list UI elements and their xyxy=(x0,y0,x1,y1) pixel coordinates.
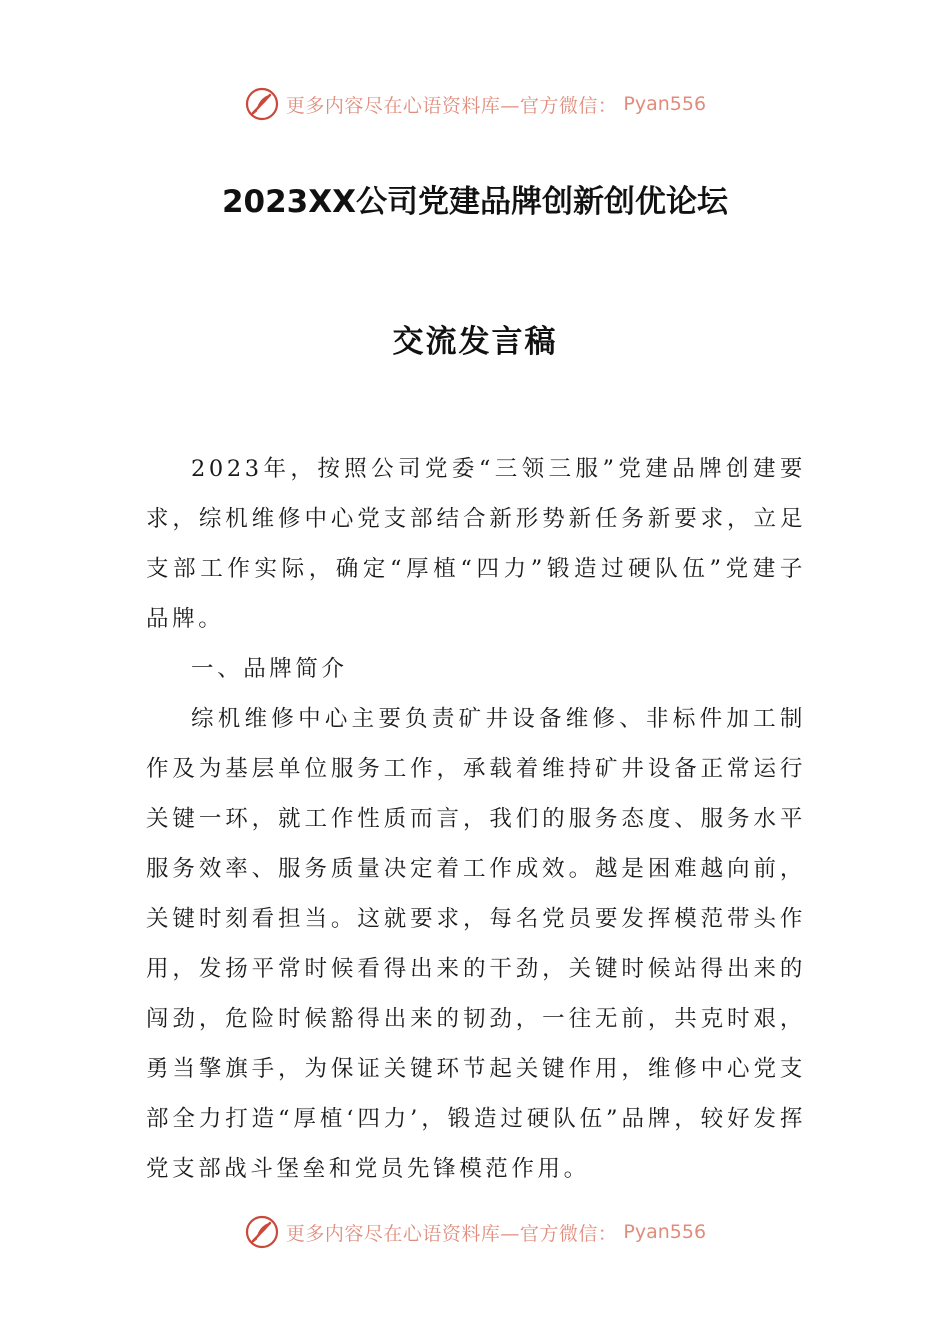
section-heading-brand-intro: 一、品牌简介 xyxy=(191,656,348,682)
paragraph-intro: 2023年，按照公司党委“三领三服”党建品牌创建要求，综机维修中心党支部结合新形势新任务新要求，立足支部工作实际，确定“厚植“四力”锻造过硬队伍”党建子品牌。 xyxy=(146,456,806,632)
footer-watermark xyxy=(0,1210,950,1254)
watermark-text: 更多内容尽在心语资料库—官方微信： xyxy=(285,1222,618,1245)
watermark-wechat-id: Pyan556 xyxy=(623,93,707,115)
watermark-wechat-id: Pyan556 xyxy=(623,1221,707,1243)
document-body xyxy=(146,444,806,1194)
paragraph-brand-description: 综机维修中心主要负责矿井设备维修、非标件加工制作及为基层单位服务工作，承载着维持矿井设备正常运行关键一环，就工作性质而言，我们的服务态度、服务水平服务效率、服务质量决定着工作成效。越是困难越向前，关键时刻看担当。这就要求，每名党员要发挥模范带头作用，发扬平常时候看得出来的干劲，关键时候站得出来的闯劲，危险时候豁得出来的韧劲，一往无前，共克时艰，勇当擎旗手，为保证关键环节起关键作用，维修中心党支部全力打造“厚植‘四力’，锻造过硬队伍”品牌，较好发挥党支部战斗堡垒和党员先锋模范作用。 xyxy=(146,706,806,1182)
quill-logo-icon xyxy=(244,86,280,122)
document-title: 2023XX公司党建品牌创新创优论坛 xyxy=(221,184,729,220)
header-watermark xyxy=(0,82,950,126)
document-subtitle: 交流发言稿 xyxy=(392,324,558,360)
quill-logo-icon xyxy=(244,1214,280,1250)
watermark-text: 更多内容尽在心语资料库—官方微信： xyxy=(285,94,618,117)
